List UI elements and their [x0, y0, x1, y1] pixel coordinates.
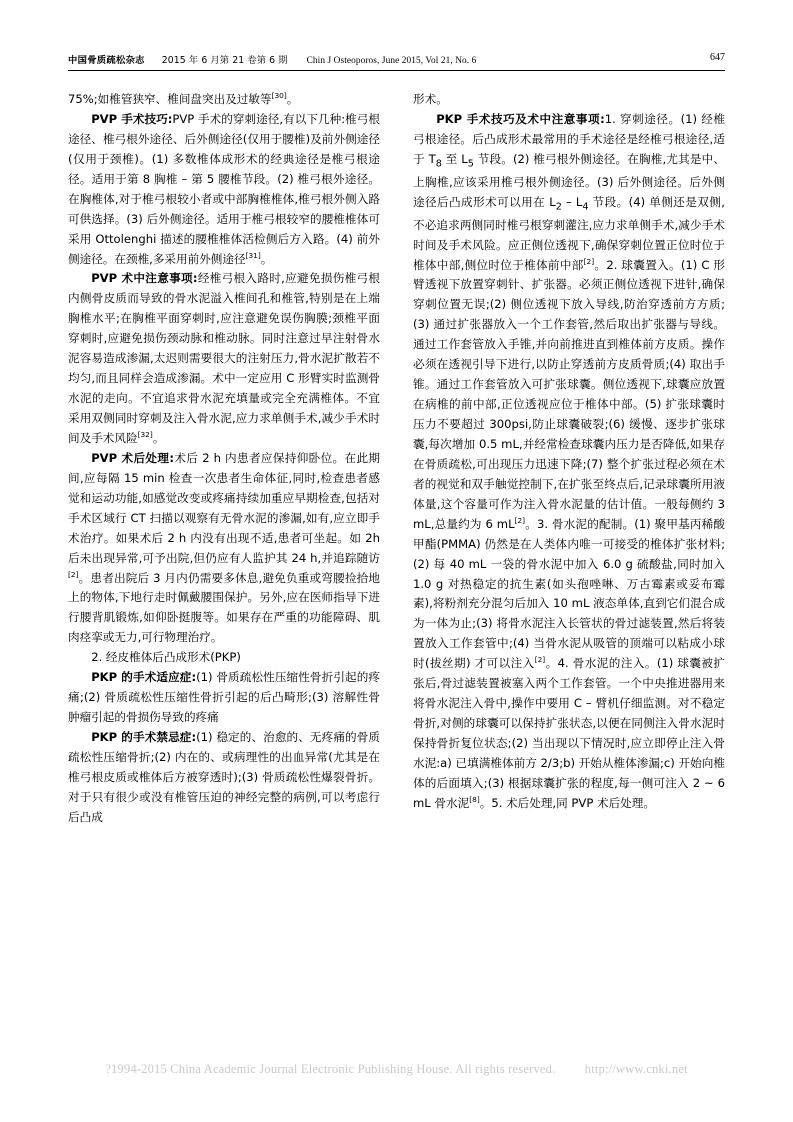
page-header — [68, 52, 725, 66]
run-heading: PVP 术中注意事项: — [91, 271, 198, 286]
copyright-notice: ?1994-2015 China Academic Journal Electronic Publishing House. All rights reserved. — [105, 1062, 556, 1076]
subscript-text: 8 — [435, 158, 442, 170]
run-text: 75%;如椎管狭窄、椎间盘突出及过敏等 — [68, 92, 272, 106]
reference-marker: [2] — [534, 655, 546, 665]
run-text: 。患者出院后 3 月内仍需要多休息,避免负重或弯腰捡拾地上的物体,下地行走时佩戴腰围保护。另外,应在医师指导下进行腰背肌锻炼,如仰卧挺腹等。如果存在严重的功能障碍、肌肉痉挛或无力,可行物理治疗。 — [68, 570, 380, 645]
run-text: 术后 2 h 内患者应保持仰卧位。在此期间,应每隔 15 min 检查一次患者生命体征,同时,检查患者感觉和运动功能,如感觉改变或疼痛持续加重应早期检查,包括对手术区域行 CT 扫描以观察有无骨水泥的渗漏,如有,应立即手术治疗。如果术后 2 h 内没有出现不适,患者可坐起。如 2h 后未出现异常,可予出院,但仍应有人监护其 24 h,并追踪随访 — [68, 450, 380, 565]
run-text: 形术。 — [413, 92, 448, 106]
reference-marker: [30] — [271, 91, 287, 101]
right-column — [413, 90, 725, 828]
run-text: 。2. 球囊置入。(1) C 形臂透视下放置穿刺针、扩张器。必须正侧位透视下进针,确保穿刺位置无误;(2) 侧位透视下放入导线,防治穿透前方方质;(3) 通过扩张器放入一个工作套管,然后取出扩张器与导线。通过工作套管放入手锥,并向前推进直到椎体前方皮质。操作必须在透视引导下进行,以防止穿透前方皮质骨质;(4) 取出手锥。通过工作套管放入可扩张球囊。侧位透视下,球囊应放置在病椎的前中部,正位透视应位于椎体中部。(5) 扩张球囊时压力不要超过 300psi,防止球囊破裂;(6) 缓慢、逐步扩张球囊,每次增加 0.5 mL,并经常检查球囊内压力是否降低,如果存在骨质疏松,可出现压力迅速下降;(7) 整个扩张过程必须在术者的视觉和双手触觉控制下,在扩张至终点后,记录球囊所用液体量,这个容量可作为注入骨水泥量的估计值。一般每侧约 3 mL,总量约为 6 mL — [413, 257, 726, 531]
run-text: 1. 穿刺途径。(1) 经椎弓根途径。后凸成形术最常用的手术途径是经椎弓根途径,适于 T — [413, 111, 726, 166]
page-number: 647 — [710, 52, 725, 63]
run-text: 节段。(4) 单侧还是双侧,不必追求两侧同时椎弓根穿刺灌注,应力求单侧手术,减少手术时间及手术风险。应正侧位透视下,确保穿刺位置正位时位于椎体中部,侧位时位于椎体前中部 — [413, 194, 725, 272]
run-text: 。 — [286, 92, 299, 106]
run-text: PVP 手术的穿刺途径,有以下几种:椎弓根途径、椎弓根外途径、后外侧途径(仅用于腰椎)及前外侧途径(仅用于颈椎)。(1) 多数椎体成形术的经典途径是椎弓根途径。适用于第 8 胸椎 – 第 5 腰椎节段。(2) 椎弓根外途径。在胸椎体,对于椎弓根较小者或中部胸椎椎体,椎弓根外侧入路可供选择。(3) 后外侧途径。适用于椎弓根较窄的腰椎椎体可采用 Ottolenghi 描述的腰椎椎体活检侧后方入路。(4) 前外侧途径。在颈椎,多采用前外侧途径 — [68, 111, 380, 266]
paragraph-continued-xing-shu — [413, 90, 725, 110]
run-text: 至 L — [441, 151, 468, 166]
cnki-url-link[interactable]: http://www.cnki.net — [584, 1062, 688, 1076]
paragraph-pkp-technique — [413, 110, 725, 814]
run-text: 。 — [260, 251, 273, 266]
run-text: – L — [561, 194, 583, 209]
paragraph-pvp-cautions — [68, 269, 380, 448]
run-heading: PKP 的手术禁忌症: — [91, 730, 197, 744]
subscript-text: 2 — [555, 201, 562, 212]
paragraph-pkp-indications — [68, 668, 380, 728]
run-text: 。3. 骨水泥的配制。(1) 聚甲基丙稀酸甲酯(PMMA) 仍然是在人类体内唯一可接受的椎体扩张材料;(2) 每 40 mL 一袋的骨水泥中加入 6.0 g 硫酸盐,同时加入 1.0 g 对热稳定的抗生素(如头孢唑啉、万古霉素或妥布霉素),将粉剂充分混匀后加入 10 mL 液态单体,直到它们混合成为一体为止;(3) 将骨水泥注入长管状的骨过滤装置,然后将装置放入工作套管中;(4) 当骨水泥从吸管的顶端可以粘成小球时(拔丝期) 才可以注入 — [413, 516, 725, 671]
run-heading: PVP 手术技巧: — [91, 111, 173, 126]
journal-issue-info: 2015 年 6 月第 21 卷第 6 期 — [161, 55, 288, 66]
run-text: (1) 骨质疏松性压缩性骨折引起的疼痛;(2) 骨质疏松性压缩性骨折引起的后凸畸形;(3) 溶解性骨肿瘤引起的骨损伤导致的疼痛 — [68, 670, 381, 725]
paragraph-continued-risk — [68, 90, 380, 110]
run-text: 。4. 骨水泥的注入。(1) 球囊被扩张后,骨过滤装置被塞入两个工作套管。一个中央推进器用来将骨水泥注入骨中,操作中要用 C – 臂机仔细监测。对不稳定骨折,对侧的球囊可以保持扩张状态,以便在同侧注入骨水泥时保持骨折复位状态;(2) 当出现以下情况时,应立即停止注入骨水泥:a) 已填满椎体前方 2/3;b) 开始从椎体渗漏;c) 开始向椎体的后面填入;(3) 根据球囊扩张的程度,每一侧可注入 2 ~ 6 mL 骨水泥 — [413, 656, 726, 810]
run-heading: PKP 手术技巧及术中注意事项: — [436, 111, 605, 126]
reference-marker: [2] — [583, 256, 595, 266]
left-column — [68, 90, 380, 828]
journal-title-en: Chin J Osteoporos, June 2015, Vol 21, No. 6 — [306, 56, 477, 66]
reference-marker: [31] — [245, 250, 261, 260]
paragraph-pkp-contraindications — [68, 728, 380, 828]
reference-marker: [2] — [514, 515, 526, 525]
reference-marker: [8] — [469, 794, 480, 804]
subscript-text: 5 — [467, 158, 474, 170]
run-text: 。5. 术后处理,同 PVP 术后处理。 — [479, 795, 655, 810]
run-heading: PVP 术后处理: — [91, 450, 174, 465]
reference-marker: [2] — [68, 569, 79, 579]
paragraph-pvp-technique — [68, 110, 380, 270]
two-column-body — [68, 90, 725, 828]
header-divider — [68, 70, 725, 71]
run-text: 2. 经皮椎体后凸成形术(PKP) — [91, 650, 241, 665]
subscript-text: 4 — [582, 201, 589, 212]
paragraph-pvp-postop — [68, 449, 380, 648]
run-text: 节段。(2) 椎弓根外侧途径。在胸椎,尤其是中、上胸椎,应该采用椎弓根外侧途径。(3) 后外侧途径。后外侧途径后凸成形术可以用在 L — [413, 151, 725, 209]
run-heading: PKP 的手术适应症: — [91, 670, 197, 685]
run-text: 经椎弓根入路时,应避免损伤椎弓根内侧骨皮质而导致的骨水泥溢入椎间孔和椎管,特别是在上端胸椎水平;在胸椎平面穿刺时,应注意避免误伤胸膜;颈椎平面穿刺时,应避免损伤颈动脉和椎动脉。同时注意过早注射骨水泥容易造成渗漏,太迟则需要很大的注射压力,骨水泥扩散若不均匀,而且同样会造成渗漏。术中一定应用 C 形臂实时监测骨水泥的走向。不宜追求骨水泥充填量或完全充满椎体。不宜采用双侧同时穿刺及注入骨水泥,应力求单侧手术,减少手术时间及手术风险 — [68, 271, 381, 445]
journal-title-cn: 中国骨质疏松杂志 — [68, 55, 145, 66]
run-text: (1) 稳定的、治愈的、无疼痛的骨质疏松性压缩骨折;(2) 内在的、或病理性的出血异常(尤其是在椎弓根皮质或椎体后方被穿透时);(3) 骨质疏松性爆裂骨折。对于只有很少或没有椎管压迫的神经完整的病例,可以考虑行后凸成 — [68, 730, 381, 824]
paragraph-pkp-heading — [68, 648, 380, 668]
run-text: 。 — [152, 430, 165, 445]
page-footer — [0, 1062, 793, 1077]
reference-marker: [32] — [137, 430, 153, 440]
